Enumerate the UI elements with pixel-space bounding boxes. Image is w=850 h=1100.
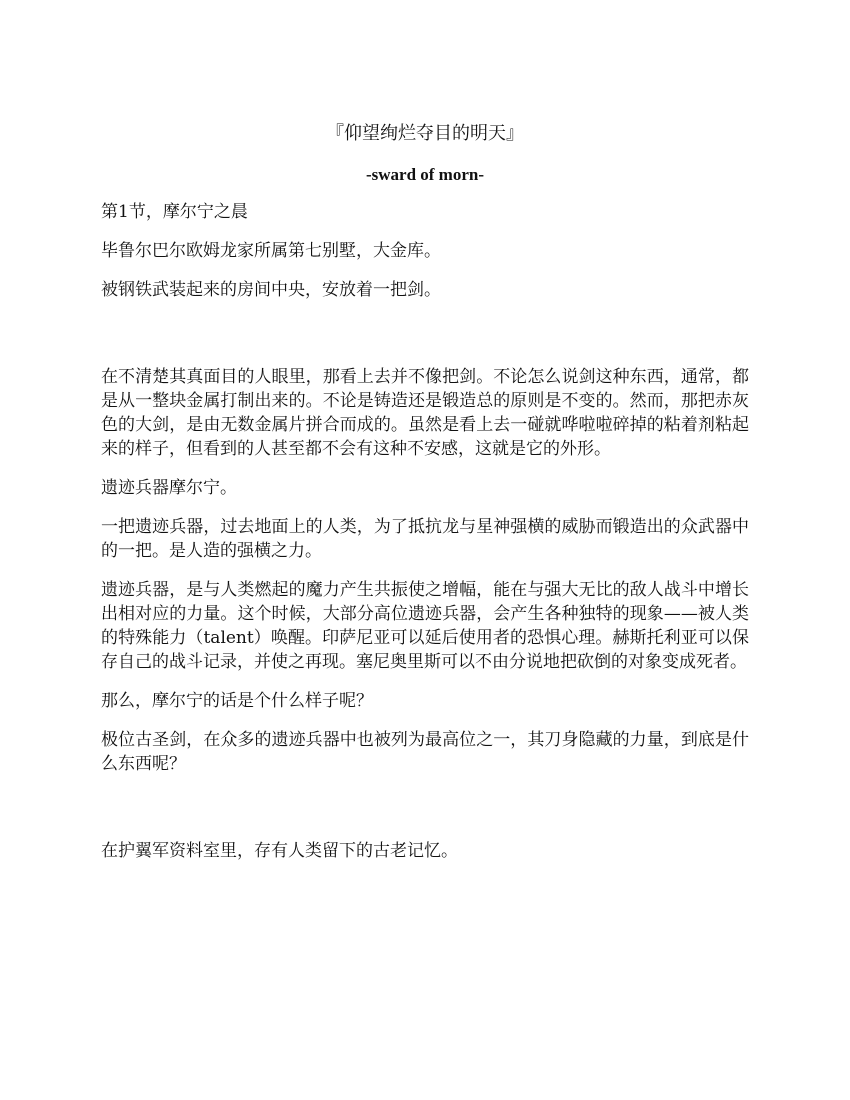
paragraph: 那么，摩尔宁的话是个什么样子呢？ [101, 691, 373, 711]
document-subtitle: -sward of morn- [365, 165, 485, 184]
paragraph: 极位古圣剑，在众多的遗迹兵器中也被列为最高位之一，其刀身隐藏的力量，到底是什么东西呢？ [101, 730, 749, 774]
paragraph: 毕鲁尔巴尔欧姆龙家所属第七别墅，大金库。 [101, 241, 441, 261]
paragraph: 被钢铁武装起来的房间中央，安放着一把剑。 [101, 280, 441, 300]
section-break [101, 791, 749, 839]
document-title: 『仰望绚烂夺目的明天』 [326, 123, 524, 144]
paragraph: 遗迹兵器，是与人类燃起的魔力产生共振使之增幅，能在与强大无比的敌人战斗中增长出相对应的力量。这个时候，大部分高位遗迹兵器，会产生各种独特的现象——被人类的特殊能力（talent）唤醒。印萨尼亚可以延后使用者的恐惧心理。赫斯托利亚可以保存自己的战斗记录，并使之再现。塞尼奥里斯可以不由分说地把砍倒的对象变成死者。 [101, 580, 749, 672]
document-page [101, 121, 749, 878]
section-heading: 第1节，摩尔宁之晨 [101, 202, 248, 222]
paragraph: 在护翼军资料室里，存有人类留下的古老记忆。 [101, 841, 458, 861]
paragraph: 在不清楚其真面目的人眼里，那看上去并不像把剑。不论怎么说剑这种东西，通常，都是从一整块金属打制出来的。不论是铸造还是锻造总的原则是不变的。然而，那把赤灰色的大剑，是由无数金属片拼合而成的。虽然是看上去一碰就哗啦啦碎掉的粘着剂粘起来的样子，但看到的人甚至都不会有这种不安感，这就是它的外形。 [101, 367, 749, 459]
paragraph: 遗迹兵器摩尔宁。 [101, 478, 237, 498]
section-break [101, 317, 749, 365]
paragraph: 一把遗迹兵器，过去地面上的人类，为了抵抗龙与星神强横的威胁而锻造出的众武器中的一把。是人造的强横之力。 [101, 517, 749, 561]
